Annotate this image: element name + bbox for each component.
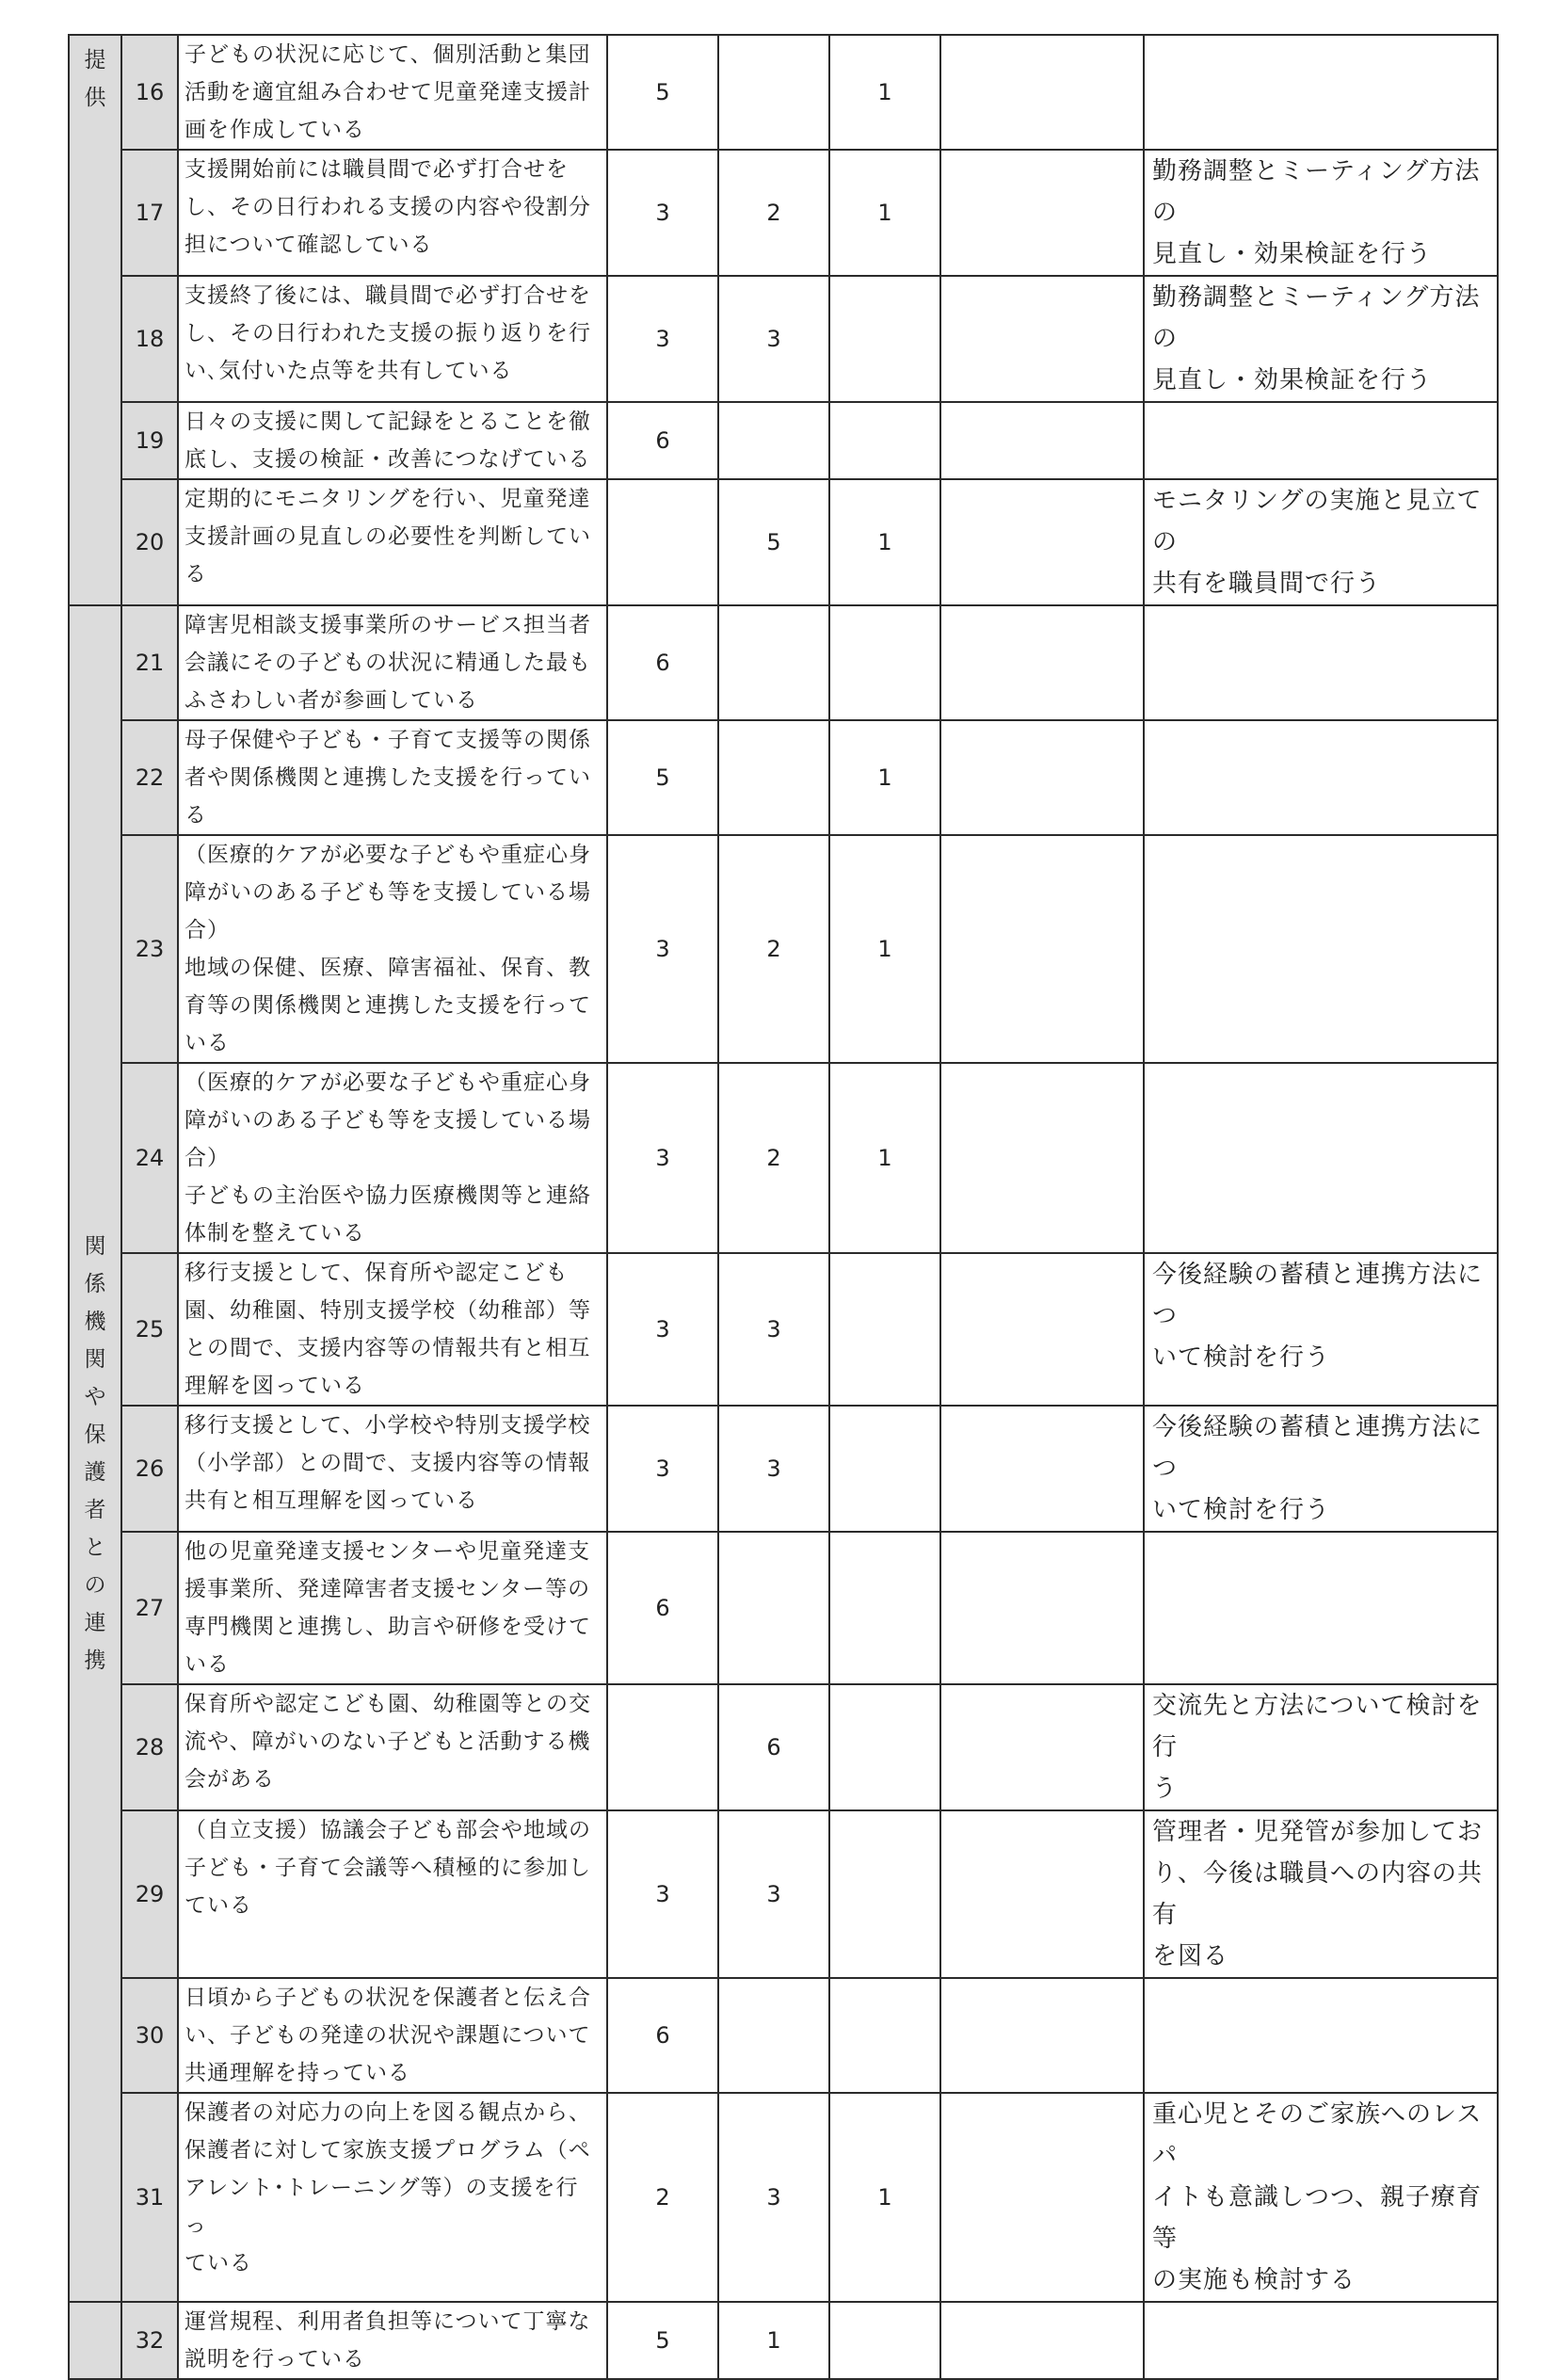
improvement-note: 交流先と方法について検討を行 う xyxy=(1144,1684,1498,1810)
count-somewhat xyxy=(718,1532,829,1684)
count-no: 1 xyxy=(829,479,940,605)
count-unknown xyxy=(940,479,1144,605)
count-no: 1 xyxy=(829,35,940,150)
count-no xyxy=(829,402,940,479)
count-yes: 6 xyxy=(607,1532,718,1684)
table-row xyxy=(69,1063,1498,1253)
item-text: （医療的ケアが必要な子どもや重症心身 障がいのある子ども等を支援している場 合） 地域の保健、医療、障害福祉、保育、教 育等の関係機関と連携した支援を行って いる xyxy=(178,835,607,1063)
item-text: 運営規程、利用者負担等について丁寧な 説明を行っている xyxy=(178,2302,607,2379)
count-yes: 6 xyxy=(607,1978,718,2093)
improvement-note: 管理者・児発管が参加してお り、今後は職員への内容の共有 を図る xyxy=(1144,1810,1498,1978)
row-number: 26 xyxy=(121,1406,178,1532)
count-yes: 2 xyxy=(607,2093,718,2302)
count-no: 1 xyxy=(829,150,940,276)
section-label-provision: 提供 xyxy=(69,35,121,605)
item-text: 保育所や認定こども園、幼稚園等との交 流や、障がいのない子どもと活動する機 会がある xyxy=(178,1684,607,1810)
row-number: 24 xyxy=(121,1063,178,1253)
item-text: 支援終了後には、職員間で必ず打合せを し、その日行われた支援の振り返りを行 い､気付いた点等を共有している xyxy=(178,276,607,402)
table-row xyxy=(69,1978,1498,2093)
row-number: 28 xyxy=(121,1684,178,1810)
count-unknown xyxy=(940,1810,1144,1978)
row-number: 23 xyxy=(121,835,178,1063)
count-no xyxy=(829,1253,940,1406)
item-text: （自立支援）協議会子ども部会や地域の 子ども・子育て会議等へ積極的に参加し ている xyxy=(178,1810,607,1978)
count-unknown xyxy=(940,835,1144,1063)
count-unknown xyxy=(940,1253,1144,1406)
row-number: 32 xyxy=(121,2302,178,2379)
table-row xyxy=(69,2302,1498,2379)
improvement-note xyxy=(1144,402,1498,479)
count-yes: 3 xyxy=(607,1253,718,1406)
count-somewhat: 1 xyxy=(718,2302,829,2379)
item-text: 支援開始前には職員間で必ず打合せを し、その日行われる支援の内容や役割分 担について確認している xyxy=(178,150,607,276)
count-somewhat: 2 xyxy=(718,835,829,1063)
item-text: 移行支援として、小学校や特別支援学校 （小学部）との間で、支援内容等の情報 共有と相互理解を図っている xyxy=(178,1406,607,1532)
count-no: 1 xyxy=(829,720,940,835)
count-somewhat xyxy=(718,35,829,150)
improvement-note xyxy=(1144,1978,1498,2093)
count-yes: 3 xyxy=(607,1063,718,1253)
count-somewhat xyxy=(718,402,829,479)
count-yes: 3 xyxy=(607,150,718,276)
improvement-note xyxy=(1144,1532,1498,1684)
row-number: 21 xyxy=(121,605,178,720)
count-no xyxy=(829,2302,940,2379)
item-text: 定期的にモニタリングを行い、児童発達 支援計画の見直しの必要性を判断してい る xyxy=(178,479,607,605)
count-no: 1 xyxy=(829,2093,940,2302)
item-text: 子どもの状況に応じて、個別活動と集団 活動を適宜組み合わせて児童発達支援計 画を作成している xyxy=(178,35,607,150)
count-no xyxy=(829,605,940,720)
table-row xyxy=(69,2093,1498,2302)
item-text: 日々の支援に関して記録をとることを徹 底し、支援の検証・改善につなげている xyxy=(178,402,607,479)
table-row xyxy=(69,1810,1498,1978)
count-somewhat: 2 xyxy=(718,150,829,276)
improvement-note: 勤務調整とミーティング方法の 見直し・効果検証を行う xyxy=(1144,150,1498,276)
count-unknown xyxy=(940,1406,1144,1532)
count-no xyxy=(829,1532,940,1684)
count-unknown xyxy=(940,402,1144,479)
count-somewhat: 3 xyxy=(718,276,829,402)
item-text: 保護者の対応力の向上を図る観点から、 保護者に対して家族支援プログラム（ペ アレント･トレーニング等）の支援を行っ ている xyxy=(178,2093,607,2302)
improvement-note: モニタリングの実施と見立ての 共有を職員間で行う xyxy=(1144,479,1498,605)
count-yes: 5 xyxy=(607,720,718,835)
count-unknown xyxy=(940,1063,1144,1253)
row-number: 29 xyxy=(121,1810,178,1978)
item-text: 移行支援として、保育所や認定こども 園、幼稚園、特別支援学校（幼稚部）等 との間で、支援内容等の情報共有と相互 理解を図っている xyxy=(178,1253,607,1406)
table-row xyxy=(69,835,1498,1063)
count-yes xyxy=(607,479,718,605)
improvement-note: 重心児とそのご家族へのレスパ イトも意識しつつ、親子療育等 の実施も検討する xyxy=(1144,2093,1498,2302)
improvement-note xyxy=(1144,605,1498,720)
count-somewhat: 3 xyxy=(718,2093,829,2302)
table-row xyxy=(69,402,1498,479)
count-somewhat: 6 xyxy=(718,1684,829,1810)
table-row xyxy=(69,479,1498,605)
count-somewhat xyxy=(718,720,829,835)
count-unknown xyxy=(940,2302,1144,2379)
count-yes: 6 xyxy=(607,605,718,720)
count-no xyxy=(829,276,940,402)
count-unknown xyxy=(940,2093,1144,2302)
count-no xyxy=(829,1406,940,1532)
count-no xyxy=(829,1810,940,1978)
row-number: 22 xyxy=(121,720,178,835)
row-number: 18 xyxy=(121,276,178,402)
count-unknown xyxy=(940,35,1144,150)
table-row xyxy=(69,605,1498,720)
count-yes: 3 xyxy=(607,1406,718,1532)
improvement-note xyxy=(1144,835,1498,1063)
improvement-note xyxy=(1144,1063,1498,1253)
row-number: 19 xyxy=(121,402,178,479)
table-row xyxy=(69,276,1498,402)
improvement-note: 今後経験の蓄積と連携方法につ いて検討を行う xyxy=(1144,1253,1498,1406)
evaluation-table xyxy=(68,34,1499,2380)
count-unknown xyxy=(940,1684,1144,1810)
count-no: 1 xyxy=(829,835,940,1063)
section-label-next xyxy=(69,2302,121,2379)
improvement-note xyxy=(1144,2302,1498,2379)
section-label-partnership: 関係機関や保護者との連携 xyxy=(69,605,121,2302)
evaluation-sheet xyxy=(68,34,1497,2372)
item-text: 日頃から子どもの状況を保護者と伝え合 い、子どもの発達の状況や課題について 共通理解を持っている xyxy=(178,1978,607,2093)
row-number: 25 xyxy=(121,1253,178,1406)
count-yes: 6 xyxy=(607,402,718,479)
count-somewhat: 3 xyxy=(718,1810,829,1978)
count-yes: 5 xyxy=(607,2302,718,2379)
count-unknown xyxy=(940,605,1144,720)
item-text: 母子保健や子ども・子育て支援等の関係 者や関係機関と連携した支援を行ってい る xyxy=(178,720,607,835)
item-text: 他の児童発達支援センターや児童発達支 援事業所、発達障害者支援センター等の 専門機関と連携し、助言や研修を受けて いる xyxy=(178,1532,607,1684)
count-unknown xyxy=(940,1532,1144,1684)
count-unknown xyxy=(940,276,1144,402)
count-somewhat xyxy=(718,1978,829,2093)
row-number: 30 xyxy=(121,1978,178,2093)
table-row xyxy=(69,1532,1498,1684)
count-unknown xyxy=(940,1978,1144,2093)
table-row xyxy=(69,720,1498,835)
count-no xyxy=(829,1978,940,2093)
row-number: 17 xyxy=(121,150,178,276)
improvement-note xyxy=(1144,720,1498,835)
improvement-note xyxy=(1144,35,1498,150)
count-unknown xyxy=(940,720,1144,835)
count-somewhat: 3 xyxy=(718,1406,829,1532)
table-row xyxy=(69,35,1498,150)
count-yes: 5 xyxy=(607,35,718,150)
table-row xyxy=(69,1253,1498,1406)
row-number: 20 xyxy=(121,479,178,605)
count-unknown xyxy=(940,150,1144,276)
count-yes: 3 xyxy=(607,1810,718,1978)
row-number: 31 xyxy=(121,2093,178,2302)
row-number: 16 xyxy=(121,35,178,150)
improvement-note: 今後経験の蓄積と連携方法につ いて検討を行う xyxy=(1144,1406,1498,1532)
count-no xyxy=(829,1684,940,1810)
table-row xyxy=(69,1406,1498,1532)
item-text: 障害児相談支援事業所のサービス担当者 会議にその子どもの状況に精通した最も ふさわしい者が参画している xyxy=(178,605,607,720)
count-somewhat xyxy=(718,605,829,720)
table-row xyxy=(69,1684,1498,1810)
count-no: 1 xyxy=(829,1063,940,1253)
count-somewhat: 5 xyxy=(718,479,829,605)
row-number: 27 xyxy=(121,1532,178,1684)
count-yes xyxy=(607,1684,718,1810)
item-text: （医療的ケアが必要な子どもや重症心身 障がいのある子ども等を支援している場 合） 子どもの主治医や協力医療機関等と連絡 体制を整えている xyxy=(178,1063,607,1253)
table-row xyxy=(69,150,1498,276)
count-somewhat: 2 xyxy=(718,1063,829,1253)
count-yes: 3 xyxy=(607,835,718,1063)
count-somewhat: 3 xyxy=(718,1253,829,1406)
count-yes: 3 xyxy=(607,276,718,402)
improvement-note: 勤務調整とミーティング方法の 見直し・効果検証を行う xyxy=(1144,276,1498,402)
